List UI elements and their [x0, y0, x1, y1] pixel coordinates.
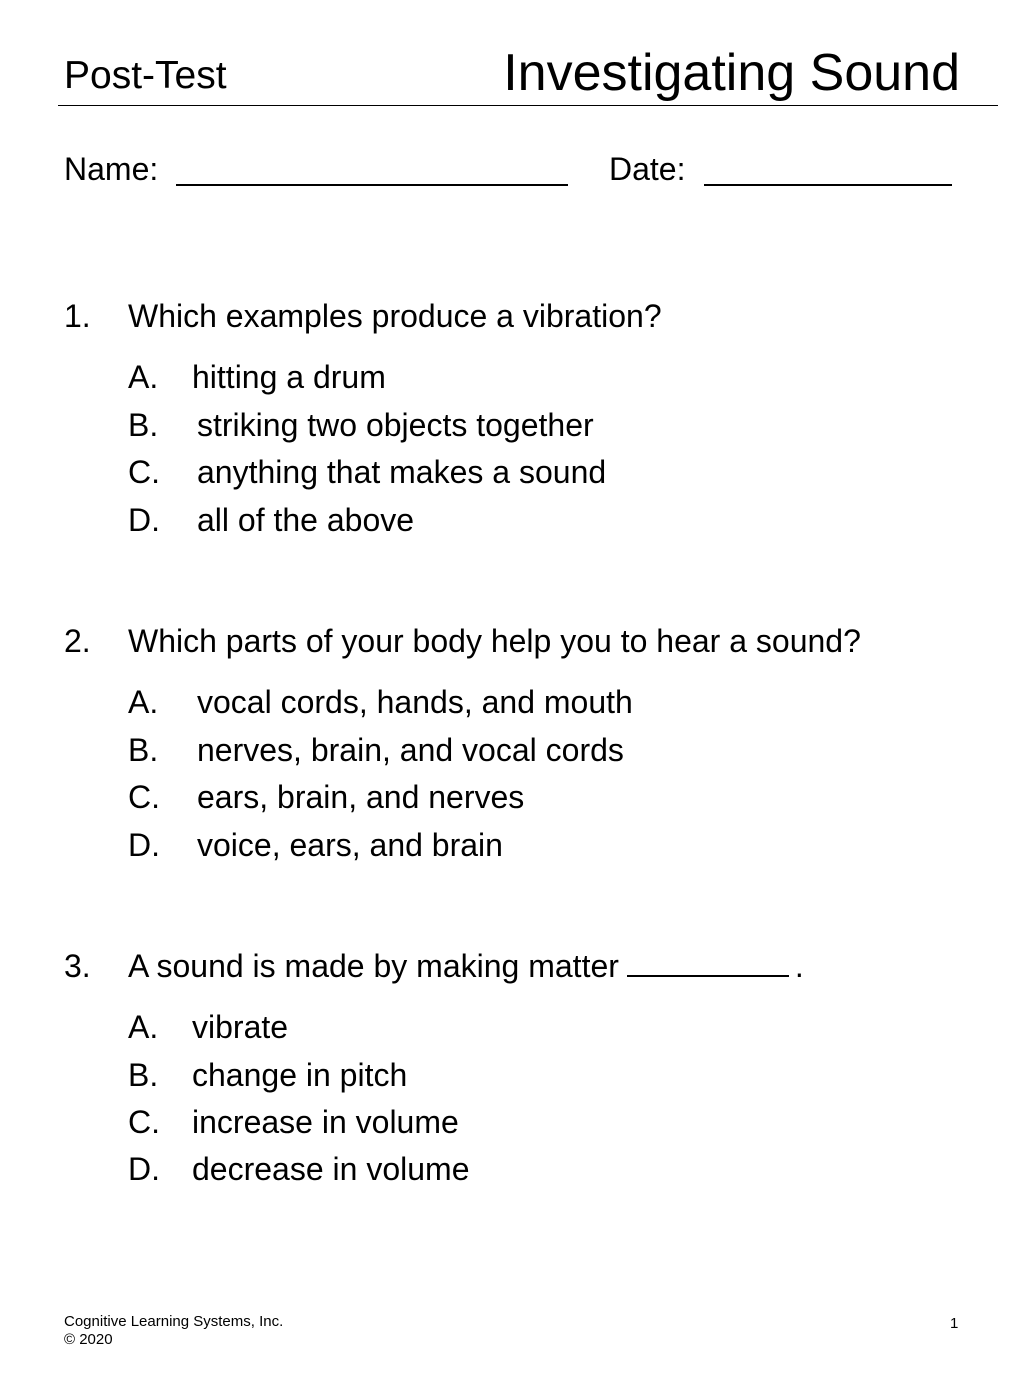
option-text: hitting a drum	[192, 359, 386, 395]
option-text: striking two objects together	[197, 407, 594, 443]
option-text: anything that makes a sound	[197, 454, 607, 490]
option-letter: C.	[128, 779, 160, 815]
question-number: 3.	[64, 948, 91, 984]
date-field[interactable]	[704, 184, 952, 186]
option-letter: B.	[128, 1057, 159, 1093]
option-text: nerves, brain, and vocal cords	[197, 732, 624, 768]
question-number: 2.	[64, 623, 91, 659]
option-letter: D.	[128, 1151, 160, 1187]
option-letter: D.	[128, 502, 160, 538]
page-title: Investigating Sound	[503, 44, 960, 102]
option-letter: A.	[128, 359, 159, 395]
option-text: ears, brain, and nerves	[197, 779, 525, 815]
question-text-before-blank: A sound is made by making matter	[128, 948, 619, 984]
test-type-label: Post-Test	[64, 54, 227, 97]
option-text: vibrate	[192, 1009, 289, 1045]
option-text: all of the above	[197, 502, 415, 538]
option-text: vocal cords, hands, and mouth	[197, 684, 633, 720]
date-label: Date:	[609, 151, 686, 187]
option-letter: D.	[128, 827, 160, 863]
footer-company: Cognitive Learning Systems, Inc.	[64, 1313, 284, 1330]
option-text: decrease in volume	[192, 1151, 470, 1187]
question-text-after-blank: .	[794, 948, 804, 984]
name-label: Name:	[64, 151, 159, 187]
question-text: Which parts of your body help you to hear a sound?	[128, 623, 861, 659]
name-field[interactable]	[176, 184, 568, 186]
question-number: 1.	[64, 298, 91, 334]
option-letter: A.	[128, 1009, 159, 1045]
question-text: Which examples produce a vibration?	[128, 298, 662, 334]
answer-blank	[627, 975, 789, 977]
question-text	[128, 947, 804, 985]
option-text: voice, ears, and brain	[197, 827, 503, 863]
footer-copyright: © 2020	[64, 1331, 113, 1348]
header-divider	[58, 105, 998, 106]
option-letter: A.	[128, 684, 159, 720]
footer	[64, 1313, 283, 1349]
option-letter: C.	[128, 1104, 160, 1140]
option-text: increase in volume	[192, 1104, 459, 1140]
option-text: change in pitch	[192, 1057, 408, 1093]
option-letter: B.	[128, 407, 159, 443]
option-letter: B.	[128, 732, 159, 768]
page-number: 1	[950, 1315, 959, 1332]
option-letter: C.	[128, 454, 160, 490]
